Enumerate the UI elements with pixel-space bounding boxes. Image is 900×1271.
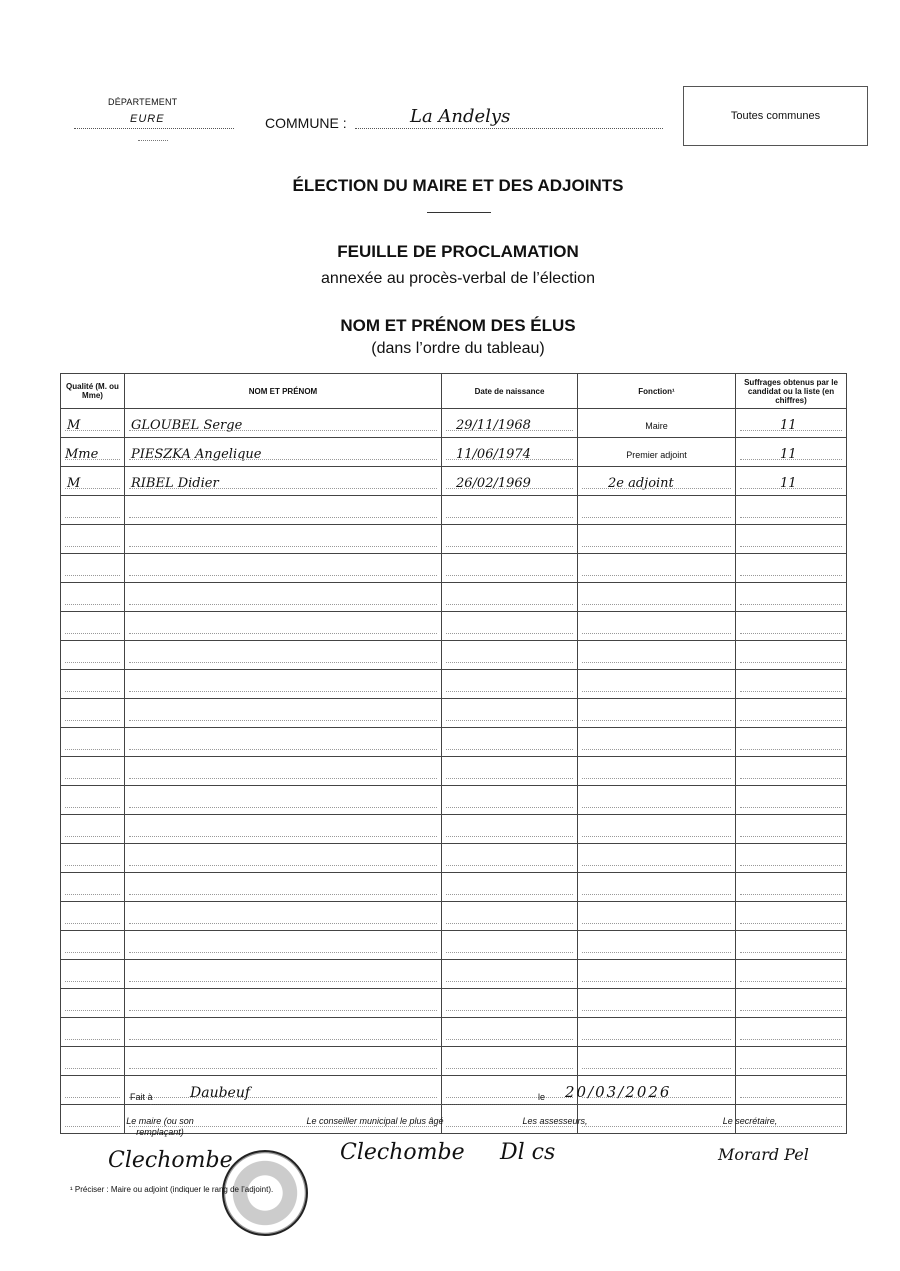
maire-signature: Clechombe [108,1148,233,1173]
qualite-value: Mme [65,447,99,462]
qualite-value: M [67,418,81,433]
date-value: 29/11/1968 [456,418,531,433]
table-row-empty [61,757,847,786]
maire-label: Le maire (ou son remplaçant) [126,1116,194,1137]
table-row-empty [61,786,847,815]
cell-fonction [578,467,736,496]
subtitle-annexe: annexée au procès-verbal de l’élection [321,270,595,287]
empty-cell [442,989,578,1018]
header-qualite: Qualité (M. ou Mme) [61,374,125,409]
empty-cell [736,699,847,728]
empty-cell [578,989,736,1018]
table-row-empty [61,525,847,554]
conseiller-label: Le conseiller municipal le plus âgé [306,1116,444,1126]
empty-cell [125,989,442,1018]
empty-cell [61,989,125,1018]
empty-cell [61,786,125,815]
empty-cell [442,583,578,612]
header-nom: NOM ET PRÉNOM [125,374,442,409]
empty-cell [736,757,847,786]
secretaire-signature: Morard Pel [718,1145,809,1164]
table-row-empty [61,960,847,989]
empty-cell [125,670,442,699]
fait-line [150,1104,690,1105]
empty-cell [578,728,736,757]
empty-cell [61,931,125,960]
cell-suffrages [736,409,847,438]
empty-cell [61,496,125,525]
empty-cell [736,728,847,757]
empty-cell [442,844,578,873]
suffrages-value: 11 [780,476,797,491]
table-row-empty [61,873,847,902]
empty-cell [61,525,125,554]
empty-cell [442,670,578,699]
empty-cell [442,931,578,960]
cell-qualite [61,438,125,467]
empty-cell [61,844,125,873]
empty-cell [442,1076,578,1105]
communes-box [683,86,868,146]
secretaire-label: Le secrétaire, [722,1116,778,1126]
date-value: 11/06/1974 [456,447,531,462]
assesseurs-label: Les assesseurs, [522,1116,588,1126]
footnote: ¹ Préciser : Maire ou adjoint (indiquer le rang de l’adjoint). [70,1185,274,1194]
title-election: ÉLECTION DU MAIRE ET DES ADJOINTS [292,176,624,195]
empty-cell [578,844,736,873]
empty-cell [578,699,736,728]
empty-cell [61,612,125,641]
cell-date [442,438,578,467]
empty-cell [578,612,736,641]
empty-cell [61,1047,125,1076]
empty-cell [578,931,736,960]
table-row [61,467,847,496]
empty-cell [442,525,578,554]
empty-cell [125,583,442,612]
empty-cell [736,496,847,525]
empty-cell [442,873,578,902]
fonction-value: Maire [645,421,668,431]
empty-cell [578,496,736,525]
assesseurs-signature: Dl cs [500,1140,556,1165]
empty-cell [442,496,578,525]
header-date: Date de naissance [442,374,578,409]
title-nom-prenom: NOM ET PRÉNOM DES ÉLUS [340,316,576,335]
departement-line [74,128,234,129]
communes-box-label: Toutes communes [730,110,821,122]
empty-cell [125,815,442,844]
empty-cell [125,931,442,960]
empty-cell [736,641,847,670]
title-separator [427,212,491,213]
nom-value: GLOUBEL Serge [131,418,243,433]
empty-cell [125,757,442,786]
empty-cell [578,670,736,699]
empty-cell [125,902,442,931]
empty-cell [578,583,736,612]
empty-cell [125,873,442,902]
empty-cell [442,612,578,641]
empty-cell [125,699,442,728]
empty-cell [578,1047,736,1076]
conseiller-signature: Clechombe [340,1140,465,1165]
empty-cell [61,757,125,786]
cell-suffrages [736,467,847,496]
header-fonction: Fonction¹ [578,374,736,409]
table-row-empty [61,554,847,583]
empty-cell [736,1047,847,1076]
empty-cell [125,612,442,641]
empty-cell [578,1018,736,1047]
suffrages-value: 11 [780,447,797,462]
empty-cell [578,873,736,902]
empty-cell [61,902,125,931]
empty-cell [125,1076,442,1105]
empty-cell [736,931,847,960]
empty-cell [578,786,736,815]
empty-cell [61,1018,125,1047]
empty-cell [442,1018,578,1047]
empty-cell [578,815,736,844]
empty-cell [578,641,736,670]
empty-cell [61,583,125,612]
empty-cell [442,728,578,757]
empty-cell [736,815,847,844]
nom-value: RIBEL Didier [131,476,219,491]
empty-cell [736,1076,847,1105]
empty-cell [442,757,578,786]
table-row-empty [61,1047,847,1076]
nom-value: PIESZKA Angelique [131,447,262,462]
empty-cell [61,641,125,670]
fonction-value: 2e adjoint [608,476,674,491]
empty-cell [736,525,847,554]
empty-cell [442,960,578,989]
empty-cell [736,612,847,641]
empty-cell [61,670,125,699]
empty-cell [61,554,125,583]
table-row-empty [61,670,847,699]
empty-cell [125,1018,442,1047]
table-row-empty [61,641,847,670]
empty-cell [442,1047,578,1076]
table-row-empty [61,844,847,873]
empty-cell [125,960,442,989]
cell-qualite [61,409,125,438]
empty-cell [61,960,125,989]
empty-cell [736,786,847,815]
table-row-empty [61,612,847,641]
cell-fonction [578,409,736,438]
fonction-value: Premier adjoint [626,450,687,460]
empty-cell [578,902,736,931]
empty-cell [61,815,125,844]
suffrages-value: 11 [780,418,797,433]
table-row-empty [61,931,847,960]
cell-nom [125,467,442,496]
table-row-empty [61,496,847,525]
cell-nom [125,409,442,438]
table-row-empty [61,989,847,1018]
empty-cell [61,699,125,728]
departement-value: EURE [130,113,165,125]
departement-label: DÉPARTEMENT [108,97,178,107]
subtitle-ordre: (dans l’ordre du tableau) [371,340,545,357]
cell-fonction [578,438,736,467]
table-row-empty [61,815,847,844]
cell-suffrages [736,438,847,467]
empty-cell [442,554,578,583]
empty-cell [61,728,125,757]
empty-cell [442,641,578,670]
departement-underline [138,140,168,141]
empty-cell [736,989,847,1018]
empty-cell [736,873,847,902]
empty-cell [578,960,736,989]
empty-cell [736,960,847,989]
empty-cell [442,786,578,815]
empty-cell [125,525,442,554]
empty-cell [61,873,125,902]
table-row-empty [61,1076,847,1105]
empty-cell [125,844,442,873]
date-value: 26/02/1969 [456,476,531,491]
fait-place: Daubeuf [190,1085,251,1101]
commune-label: COMMUNE : [265,115,347,131]
le-label: le [538,1092,546,1102]
cell-nom [125,438,442,467]
elus-table [60,373,847,1134]
empty-cell [736,583,847,612]
empty-cell [578,757,736,786]
table-row [61,409,847,438]
table-row-empty [61,902,847,931]
table-row-empty [61,583,847,612]
commune-line [355,128,663,129]
table-row-empty [61,699,847,728]
cell-date [442,409,578,438]
empty-cell [125,786,442,815]
empty-cell [442,902,578,931]
empty-cell [442,815,578,844]
empty-cell [578,525,736,554]
empty-cell [125,496,442,525]
empty-cell [125,641,442,670]
header-suffrages: Suffrages obtenus par le candidat ou la liste (en chiffres) [736,374,847,409]
empty-cell [736,1018,847,1047]
table-row-empty [61,1018,847,1047]
title-proclamation: FEUILLE DE PROCLAMATION [337,242,579,261]
empty-cell [125,554,442,583]
empty-cell [736,902,847,931]
empty-cell [61,1076,125,1105]
qualite-value: M [67,476,81,491]
empty-cell [125,728,442,757]
empty-cell [736,554,847,583]
fait-date: 20/03/2026 [565,1083,672,1101]
empty-cell [578,554,736,583]
table-header-row [61,374,847,409]
empty-cell [736,844,847,873]
empty-cell [125,1047,442,1076]
empty-cell [736,670,847,699]
table-row [61,438,847,467]
commune-value: La Andelys [410,106,511,127]
cell-qualite [61,467,125,496]
fait-label: Fait à [130,1092,153,1102]
table-row-empty [61,728,847,757]
cell-date [442,467,578,496]
empty-cell [442,699,578,728]
